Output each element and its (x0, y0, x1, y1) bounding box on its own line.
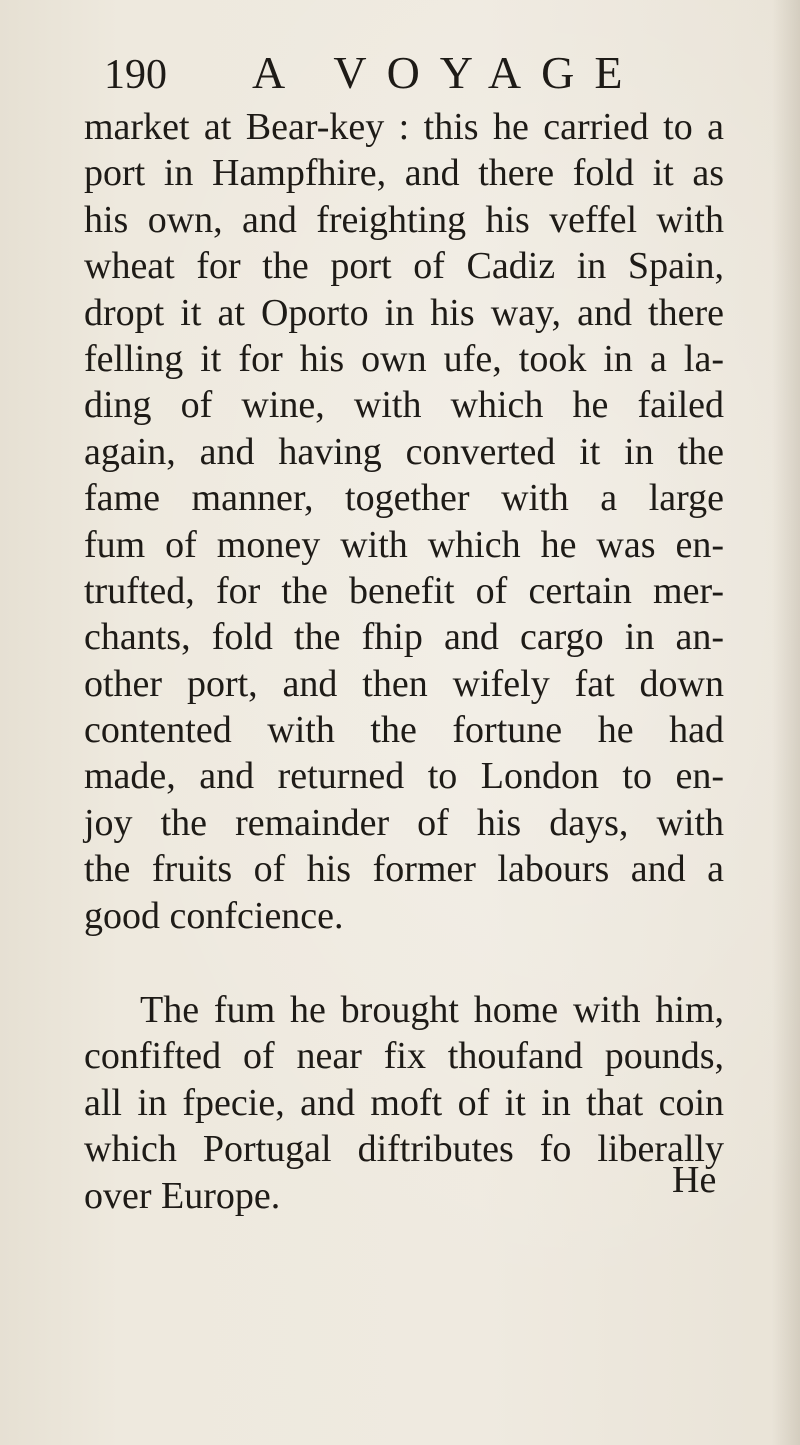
text-line: other port, and then wifely fat down (84, 662, 724, 705)
text-line: market at Bear-key : this he carried to a (84, 106, 724, 148)
text-line: trufted, for the benefit of certain mer- (84, 569, 724, 612)
text-line: felling it for his own ufe, took in a la- (84, 337, 724, 380)
paragraph-spacer (84, 939, 724, 987)
text-line: which Portugal diftributes fo liberally (84, 1128, 724, 1171)
text-line: his own, and freighting his veffel with (84, 198, 724, 241)
text-line: fum of money with which he was en- (84, 523, 724, 566)
paragraph-2 (84, 987, 724, 1219)
text-line: over Europe. (84, 1174, 281, 1217)
body-text (84, 104, 724, 1219)
paragraph-1 (84, 104, 724, 939)
text-line: The fum he brought home with him, (140, 989, 724, 1032)
text-line: fame manner, together with a large (84, 477, 724, 520)
text-line: the fruits of his former labours and a (84, 848, 724, 891)
running-title: A VOYAGE (252, 47, 643, 98)
page-edge-shadow (772, 0, 800, 1445)
catchword: He (672, 1159, 717, 1201)
text-line: port in Hampfhire, and there fold it as (84, 152, 724, 195)
page-header (104, 46, 664, 106)
text-line: all in fpecie, and moft of it in that coin (84, 1081, 724, 1124)
text-line: contented with the fortune he had (84, 709, 724, 752)
text-line: chants, fold the fhip and cargo in an- (84, 616, 724, 659)
page-number: 190 (104, 52, 167, 98)
text-line: dropt it at Oporto in his way, and there (84, 291, 724, 334)
text-line: wheat for the port of Cadiz in Spain, (84, 245, 724, 288)
text-line: made, and returned to London to en- (84, 755, 724, 798)
text-line: again, and having converted it in the (84, 430, 724, 473)
text-line: joy the remainder of his days, with (84, 801, 724, 844)
text-line: confifted of near fix thoufand pounds, (84, 1035, 724, 1078)
text-line: good confcience. (84, 894, 344, 937)
text-line: ding of wine, with which he failed (84, 384, 724, 427)
